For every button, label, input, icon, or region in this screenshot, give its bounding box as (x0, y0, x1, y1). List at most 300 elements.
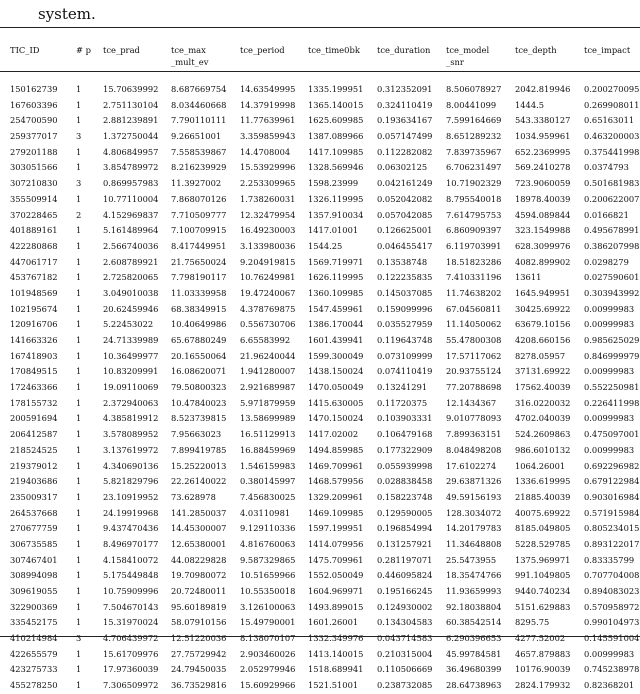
cell-tce-period: 14.37919998 (240, 99, 296, 110)
cell-num-planets: 1 (76, 303, 82, 314)
cell-tce-period: 9.129110336 (240, 523, 296, 534)
cell-tce-period: 2.903460026 (240, 648, 296, 659)
cell-tce-time0bk: 1326.119995 (308, 193, 364, 204)
cell-tic-id: 447061717 (10, 256, 58, 267)
cell-tce-model-snr: 36.49680399 (446, 664, 502, 675)
cell-tce-depth: 13611 (515, 272, 542, 283)
cell-tce-duration: 0.13538748 (377, 256, 428, 267)
cell-tce-time0bk: 1328.569946 (308, 162, 364, 173)
cell-tce-period: 3.359859943 (240, 131, 296, 142)
table-caption: system. (38, 5, 96, 23)
cell-tce-depth: 5151.629883 (515, 601, 571, 612)
cell-tce-depth: 986.6010132 (515, 444, 571, 455)
header-tce-time0bk: tce_time0bk (308, 45, 360, 55)
cell-tic-id: 102195674 (10, 303, 58, 314)
cell-num-planets: 1 (76, 240, 82, 251)
header-tce-duration: tce_duration (377, 45, 431, 55)
header-tce-model-snr: tce_model _snr (446, 45, 490, 67)
table-row (0, 678, 640, 694)
cell-tce-time0bk: 1386.170044 (308, 319, 364, 330)
table-row (0, 380, 640, 396)
cell-tce-impact: 0.0298279 (584, 256, 629, 267)
cell-tce-duration: 0.074110419 (377, 366, 433, 377)
cell-tce-period: 2.253309965 (240, 178, 296, 189)
table-row (0, 396, 640, 412)
cell-tce-time0bk: 1625.609985 (308, 115, 364, 126)
cell-tce-impact: 0.00999983 (584, 413, 635, 424)
cell-tce-prad: 23.10919952 (103, 491, 159, 502)
cell-tce-impact: 0.0166821 (584, 209, 629, 220)
cell-tic-id: 200591694 (10, 413, 58, 424)
cell-tce-time0bk: 1626.119995 (308, 272, 364, 283)
cell-tce-period: 14.4708004 (240, 146, 291, 157)
cell-tce-depth: 316.0220032 (515, 397, 571, 408)
cell-tce-model-snr: 55.47800308 (446, 335, 502, 345)
cell-tce-impact: 0.894083023 (584, 586, 640, 596)
cell-tce-duration: 0.06302125 (377, 162, 428, 173)
cell-tce-period: 15.53929996 (240, 162, 296, 173)
cell-tce-depth: 30425.69922 (515, 303, 571, 314)
cell-tce-depth: 21885.40039 (515, 491, 571, 502)
cell-tce-time0bk: 1360.109985 (308, 287, 364, 298)
cell-tce-impact: 0.200622007 (584, 193, 640, 204)
cell-num-planets: 1 (76, 162, 82, 173)
cell-tce-max-mult-ev: 7.798190117 (171, 272, 227, 283)
cell-tce-max-mult-ev: 22.26140022 (171, 476, 227, 487)
cell-tce-prad: 7.504670143 (103, 601, 159, 612)
cell-tce-time0bk: 1417.01001 (308, 225, 359, 236)
cell-tce-prad: 7.306509972 (103, 680, 159, 691)
cell-tce-impact: 0.679122984 (584, 476, 640, 487)
cell-tce-model-snr: 11.74638202 (446, 287, 502, 298)
cell-tce-prad: 5.22453022 (103, 319, 154, 330)
cell-tce-depth: 569.2410278 (515, 162, 571, 173)
cell-tic-id: 101948569 (10, 287, 58, 298)
cell-num-planets: 1 (76, 523, 82, 534)
cell-tce-period: 5.971879959 (240, 397, 296, 408)
cell-tce-max-mult-ev: 8.216239929 (171, 162, 227, 173)
cell-tce-period: 4.378769875 (240, 303, 296, 314)
cell-tce-model-snr: 8.651289232 (446, 131, 502, 142)
cell-tce-period: 1.941280007 (240, 366, 296, 377)
cell-tce-depth: 17562.40039 (515, 382, 571, 393)
cell-tce-duration: 0.043714583 (377, 633, 433, 644)
cell-tce-prad: 4.340690136 (103, 460, 159, 471)
cell-tce-model-snr: 77.20788698 (446, 382, 502, 393)
cell-tce-depth: 4208.660156 (515, 335, 571, 345)
cell-tce-time0bk: 1599.300049 (308, 350, 364, 361)
cell-tce-duration: 0.035527959 (377, 319, 433, 330)
cell-tce-time0bk: 1469.709961 (308, 460, 364, 471)
cell-tce-period: 2.052979946 (240, 664, 296, 675)
cell-tce-depth: 4082.899902 (515, 256, 571, 267)
cell-tic-id: 120916706 (10, 319, 58, 330)
cell-tce-duration: 0.129590005 (377, 507, 433, 518)
cell-tce-time0bk: 1544.25 (308, 240, 343, 251)
cell-tce-time0bk: 1414.079956 (308, 538, 364, 549)
table-row (0, 255, 640, 271)
table-row (0, 631, 640, 647)
cell-tce-max-mult-ev: 7.100709915 (171, 225, 227, 236)
cell-tce-model-snr: 60.38542514 (446, 617, 502, 628)
table-row (0, 333, 640, 349)
cell-tce-max-mult-ev: 7.95663023 (171, 429, 222, 440)
cell-tce-prad: 4.706439972 (103, 633, 159, 644)
table-row (0, 98, 640, 114)
bottom-rule (0, 636, 640, 637)
cell-tce-duration: 0.103903331 (377, 413, 433, 424)
cell-tce-max-mult-ev: 7.790110111 (171, 115, 227, 126)
cell-tce-impact: 0.805234015 (584, 523, 640, 534)
cell-tce-max-mult-ev: 10.40649986 (171, 319, 227, 330)
cell-tce-impact: 0.303943992 (584, 287, 640, 298)
cell-tce-duration: 0.028838458 (377, 476, 433, 487)
cell-tce-period: 16.49230003 (240, 225, 296, 236)
cell-tce-model-snr: 14.20179783 (446, 523, 502, 534)
cell-tce-model-snr: 29.63871326 (446, 476, 502, 487)
table-row (0, 223, 640, 239)
table-row (0, 553, 640, 569)
header-tic-id: TIC_ID (10, 45, 40, 55)
cell-tce-max-mult-ev: 11.3927002 (171, 178, 222, 189)
cell-tce-max-mult-ev: 8.687669754 (171, 84, 227, 94)
cell-num-planets: 1 (76, 84, 82, 94)
cell-tce-max-mult-ev: 24.79450035 (171, 664, 227, 675)
cell-tce-depth: 10176.90039 (515, 664, 571, 675)
cell-tce-time0bk: 1552.050049 (308, 570, 364, 581)
table-row (0, 160, 640, 176)
cell-tce-impact: 0.386207998 (584, 240, 640, 251)
cell-tce-time0bk: 1518.689941 (308, 664, 364, 675)
header-tce-depth: tce_depth (515, 45, 557, 55)
cell-tce-duration: 0.055939998 (377, 460, 433, 471)
cell-tce-model-snr: 11.93659993 (446, 586, 502, 596)
cell-tce-impact: 0.00999983 (584, 444, 635, 455)
cell-tce-period: 10.76249981 (240, 272, 296, 283)
cell-num-planets: 1 (76, 193, 82, 204)
cell-tce-period: 8.138070107 (240, 633, 296, 644)
cell-tic-id: 307467401 (10, 554, 58, 565)
cell-tce-max-mult-ev: 68.38349915 (171, 303, 227, 314)
cell-tce-max-mult-ev: 11.03339958 (171, 287, 227, 298)
cell-tce-impact: 0.226411998 (584, 397, 640, 408)
table-row (0, 239, 640, 255)
table-row (0, 647, 640, 663)
cell-tce-model-snr: 25.5473955 (446, 554, 497, 565)
cell-tce-prad: 15.61709976 (103, 648, 159, 659)
cell-num-planets: 1 (76, 413, 82, 424)
cell-num-planets: 1 (76, 491, 82, 502)
cell-tce-model-snr: 8.795540018 (446, 193, 502, 204)
cell-tic-id: 235009317 (10, 491, 58, 502)
cell-tce-impact: 0.145591004 (584, 633, 640, 644)
cell-tce-period: 10.55350018 (240, 586, 296, 596)
cell-tce-duration: 0.124930002 (377, 601, 433, 612)
table-row (0, 459, 640, 475)
cell-tce-prad: 4.152969837 (103, 209, 159, 220)
table-row (0, 662, 640, 678)
cell-tce-impact: 0.846999979 (584, 350, 640, 361)
cell-tce-impact: 0.552250981 (584, 382, 640, 393)
header-tce-impact: tce_impact (584, 45, 631, 55)
cell-tce-max-mult-ev: 12.65380001 (171, 538, 227, 549)
cell-tce-model-snr: 7.599164669 (446, 115, 502, 126)
cell-num-planets: 1 (76, 444, 82, 455)
table-row (0, 364, 640, 380)
cell-tce-duration: 0.106479168 (377, 429, 433, 440)
header-rule (0, 71, 640, 72)
cell-tce-time0bk: 1601.439941 (308, 335, 364, 345)
table-row (0, 113, 640, 129)
cell-tce-depth: 1375.969971 (515, 554, 571, 565)
cell-tce-period: 15.49790001 (240, 617, 296, 628)
cell-tce-time0bk: 1365.140015 (308, 99, 364, 110)
cell-tce-duration: 0.210315004 (377, 648, 433, 659)
cell-num-planets: 1 (76, 554, 82, 565)
cell-tic-id: 167603396 (10, 99, 58, 110)
cell-tce-max-mult-ev: 20.16550064 (171, 350, 227, 361)
cell-tce-model-snr: 17.57117062 (446, 350, 502, 361)
cell-tce-time0bk: 1413.140015 (308, 648, 364, 659)
cell-tce-impact: 0.990104973 (584, 617, 640, 628)
cell-tce-model-snr: 6.290396653 (446, 633, 502, 644)
cell-num-planets: 1 (76, 366, 82, 377)
cell-tce-model-snr: 6.706231497 (446, 162, 502, 173)
cell-num-planets: 1 (76, 272, 82, 283)
cell-tce-impact: 0.745238978 (584, 664, 640, 675)
cell-tic-id: 423275733 (10, 664, 58, 675)
cell-tce-model-snr: 92.18038804 (446, 601, 502, 612)
cell-tce-prad: 3.137619972 (103, 444, 159, 455)
cell-tce-max-mult-ev: 36.73529816 (171, 680, 227, 691)
cell-tce-depth: 2042.819946 (515, 84, 571, 94)
cell-tce-depth: 40075.69922 (515, 507, 571, 518)
cell-tic-id: 172463366 (10, 382, 58, 393)
cell-tce-depth: 2824.179932 (515, 680, 571, 691)
cell-tce-impact: 0.269908011 (584, 99, 640, 110)
cell-tce-time0bk: 1470.150024 (308, 413, 364, 424)
cell-tce-time0bk: 1417.109985 (308, 146, 364, 157)
cell-tic-id: 219403686 (10, 476, 58, 487)
cell-num-planets: 1 (76, 617, 82, 628)
table-row (0, 302, 640, 318)
cell-tce-model-snr: 6.119703991 (446, 240, 502, 251)
cell-tce-duration: 0.324110419 (377, 99, 433, 110)
cell-tce-period: 3.126100063 (240, 601, 296, 612)
table-body (0, 82, 640, 694)
table-row (0, 192, 640, 208)
cell-tce-impact: 0.570958972 (584, 601, 640, 612)
cell-tce-impact: 0.82368201 (584, 680, 635, 691)
cell-tce-max-mult-ev: 8.417449951 (171, 240, 227, 251)
cell-tce-depth: 4277.52002 (515, 633, 566, 644)
cell-tce-period: 1.738260031 (240, 193, 296, 204)
cell-num-planets: 1 (76, 648, 82, 659)
cell-tic-id: 355509914 (10, 193, 58, 204)
cell-tce-impact: 0.65163011 (584, 115, 635, 126)
table-row (0, 176, 640, 192)
cell-tce-period: 12.32479954 (240, 209, 296, 220)
cell-tce-time0bk: 1417.02002 (308, 429, 359, 440)
cell-tic-id: 270677759 (10, 523, 58, 534)
cell-tce-period: 0.380145997 (240, 476, 296, 487)
cell-tce-model-snr: 7.899363151 (446, 429, 502, 440)
cell-tce-depth: 4657.879883 (515, 648, 571, 659)
cell-tce-time0bk: 1598.23999 (308, 178, 359, 189)
cell-tce-period: 14.63549995 (240, 84, 296, 94)
cell-tce-period: 19.47240067 (240, 287, 296, 298)
cell-tce-time0bk: 1438.150024 (308, 366, 364, 377)
cell-tce-depth: 628.3099976 (515, 240, 571, 251)
cell-tic-id: 219379012 (10, 460, 58, 471)
cell-num-planets: 1 (76, 476, 82, 487)
cell-tce-depth: 5228.529785 (515, 538, 571, 549)
cell-tic-id: 218524525 (10, 444, 58, 455)
cell-tce-model-snr: 7.839735967 (446, 146, 502, 157)
cell-tce-duration: 0.052042082 (377, 193, 433, 204)
cell-tce-impact: 0.83335799 (584, 554, 635, 565)
cell-tce-prad: 20.62459946 (103, 303, 159, 314)
cell-tic-id: 308994098 (10, 570, 58, 581)
cell-num-planets: 1 (76, 146, 82, 157)
table-row (0, 286, 640, 302)
cell-num-planets: 1 (76, 664, 82, 675)
cell-tce-depth: 4702.040039 (515, 413, 571, 424)
cell-tce-period: 3.133980036 (240, 240, 296, 251)
cell-tce-max-mult-ev: 12.51220036 (171, 633, 227, 644)
cell-tce-time0bk: 1604.969971 (308, 586, 364, 596)
cell-tce-duration: 0.046455417 (377, 240, 433, 251)
cell-num-planets: 1 (76, 319, 82, 330)
cell-tce-time0bk: 1468.579956 (308, 476, 364, 487)
cell-tce-time0bk: 1521.51001 (308, 680, 359, 691)
table-row (0, 490, 640, 506)
cell-tic-id: 264537668 (10, 507, 58, 518)
cell-tic-id: 370228465 (10, 209, 58, 220)
cell-tce-duration: 0.145037085 (377, 287, 433, 298)
cell-tce-max-mult-ev: 73.628978 (171, 491, 216, 502)
cell-tce-period: 9.587329865 (240, 554, 296, 565)
cell-tce-depth: 991.1049805 (515, 570, 571, 581)
cell-num-planets: 1 (76, 429, 82, 440)
cell-tce-depth: 1034.959961 (515, 131, 571, 142)
cell-tce-model-snr: 18.51823286 (446, 256, 502, 267)
cell-tce-depth: 1064.26001 (515, 460, 566, 471)
top-rule (0, 27, 640, 28)
cell-tic-id: 335452175 (10, 617, 58, 628)
table-row (0, 521, 640, 537)
cell-tce-model-snr: 10.71902329 (446, 178, 502, 189)
cell-tce-time0bk: 1387.089966 (308, 131, 364, 142)
cell-num-planets: 1 (76, 680, 82, 691)
cell-tce-duration: 0.13241291 (377, 382, 428, 393)
cell-tce-model-snr: 11.34648808 (446, 538, 502, 549)
cell-tce-impact: 0.200270095 (584, 84, 640, 94)
cell-tce-duration: 0.159099996 (377, 303, 433, 314)
cell-tce-duration: 0.312352091 (377, 84, 433, 94)
cell-tce-max-mult-ev: 7.558539867 (171, 146, 227, 157)
cell-tce-period: 11.77639961 (240, 115, 296, 126)
cell-tic-id: 206412587 (10, 429, 58, 440)
cell-tce-prad: 5.821829796 (103, 476, 159, 487)
cell-tce-model-snr: 67.04560811 (446, 303, 502, 314)
cell-tce-impact: 0.00999983 (584, 319, 635, 330)
cell-tic-id: 254700590 (10, 115, 58, 126)
table-row (0, 145, 640, 161)
cell-tce-duration: 0.238732085 (377, 680, 433, 691)
cell-tce-prad: 4.158410072 (103, 554, 159, 565)
cell-tic-id: 410214984 (10, 633, 58, 644)
cell-num-planets: 1 (76, 507, 82, 518)
table-row (0, 427, 640, 443)
cell-tic-id: 422280868 (10, 240, 58, 251)
cell-tce-prad: 3.854789972 (103, 162, 159, 173)
cell-tic-id: 322900369 (10, 601, 58, 612)
cell-tce-model-snr: 8.00441099 (446, 99, 497, 110)
cell-tce-duration: 0.057042085 (377, 209, 433, 220)
cell-tce-model-snr: 49.59156193 (446, 491, 502, 502)
cell-tce-duration: 0.177322909 (377, 444, 433, 455)
cell-tce-period: 15.60929966 (240, 680, 296, 691)
cell-tce-time0bk: 1601.26001 (308, 617, 359, 628)
table-row (0, 411, 640, 427)
cell-tce-model-snr: 18.35474766 (446, 570, 502, 581)
cell-tce-impact: 0.893122017 (584, 538, 640, 549)
cell-tic-id: 150162739 (10, 84, 58, 94)
table-row (0, 600, 640, 616)
cell-tce-duration: 0.196854994 (377, 523, 433, 534)
cell-tce-prad: 2.372940063 (103, 397, 159, 408)
cell-tce-max-mult-ev: 58.07910156 (171, 617, 227, 628)
cell-tce-max-mult-ev: 27.75729942 (171, 648, 227, 659)
cell-tic-id: 259377017 (10, 131, 58, 142)
cell-tce-impact: 0.692296982 (584, 460, 640, 471)
cell-tce-prad: 8.496970177 (103, 538, 159, 549)
cell-num-planets: 1 (76, 382, 82, 393)
cell-tce-max-mult-ev: 44.08229828 (171, 554, 227, 565)
cell-tce-prad: 10.36499977 (103, 350, 159, 361)
cell-tic-id: 453767182 (10, 272, 58, 283)
table-row (0, 208, 640, 224)
cell-tce-period: 7.456830025 (240, 491, 296, 502)
cell-num-planets: 1 (76, 115, 82, 126)
cell-num-planets: 3 (76, 633, 82, 644)
cell-tce-impact: 0.00999983 (584, 366, 635, 377)
cell-tce-model-snr: 9.010778093 (446, 413, 502, 424)
cell-tce-prad: 10.83209991 (103, 366, 159, 377)
cell-tce-time0bk: 1569.719971 (308, 256, 364, 267)
cell-tce-depth: 1645.949951 (515, 287, 571, 298)
cell-tce-period: 10.51659966 (240, 570, 296, 581)
cell-tce-model-snr: 6.860909397 (446, 225, 502, 236)
cell-tce-prad: 5.175449848 (103, 570, 159, 581)
cell-tce-impact: 0.903016984 (584, 491, 640, 502)
cell-num-planets: 1 (76, 397, 82, 408)
cell-tce-period: 4.03110981 (240, 507, 291, 518)
cell-num-planets: 1 (76, 99, 82, 110)
cell-tce-duration: 0.126625001 (377, 225, 433, 236)
header-tce-max-mult-ev: tce_max _mult_ev (171, 45, 209, 67)
cell-tce-period: 16.51129913 (240, 429, 296, 440)
cell-tic-id: 422655579 (10, 648, 58, 659)
cell-tic-id: 167418903 (10, 350, 58, 361)
cell-tce-depth: 9440.740234 (515, 586, 571, 596)
cell-tce-prad: 24.19919968 (103, 507, 159, 518)
cell-tic-id: 141663326 (10, 335, 58, 345)
cell-tce-prad: 4.385819912 (103, 413, 159, 424)
header-tce-prad: tce_prad (103, 45, 140, 55)
cell-tce-prad: 2.881239891 (103, 115, 159, 126)
